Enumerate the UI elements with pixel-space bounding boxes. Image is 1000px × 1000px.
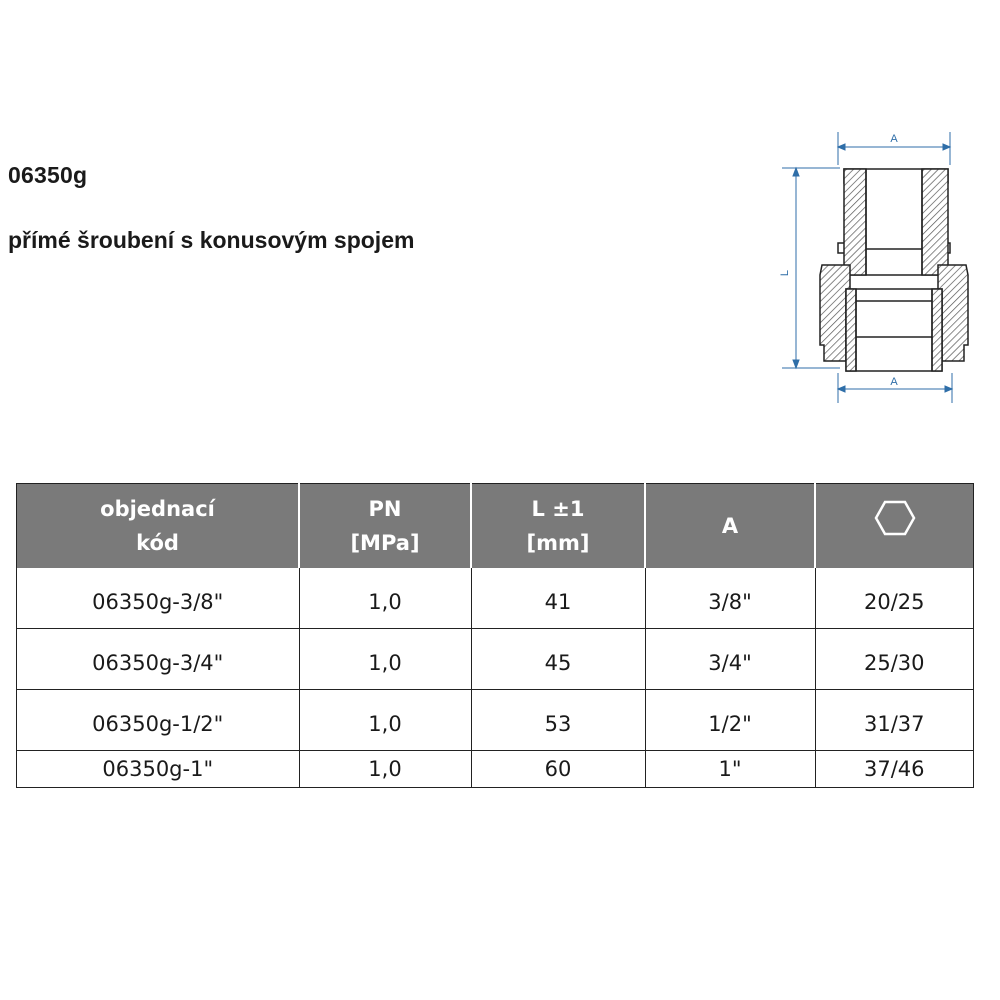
cell-pn: 1,0 [299, 690, 471, 751]
column-header-order-code: objednací kód [17, 484, 300, 569]
cell-hex: 37/46 [815, 751, 974, 788]
column-header-a: A [645, 484, 815, 569]
fitting-drawing [770, 125, 970, 415]
cell-a: 3/4" [645, 629, 815, 690]
table-row [17, 751, 974, 788]
table-row [17, 690, 974, 751]
cell-length: 45 [471, 629, 645, 690]
cell-hex: 25/30 [815, 629, 974, 690]
product-code: 06350g [8, 162, 88, 188]
cell-a: 1/2" [645, 690, 815, 751]
cell-pn: 1,0 [299, 629, 471, 690]
cell-pn: 1,0 [299, 568, 471, 629]
cell-hex: 31/37 [815, 690, 974, 751]
cell-a: 1" [645, 751, 815, 788]
cell-order-code: 06350g-1" [17, 751, 300, 788]
dim-bottom-label: A [890, 376, 898, 388]
dim-top-label: A [890, 133, 898, 145]
table-row [17, 629, 974, 690]
cell-order-code: 06350g-3/8" [17, 568, 300, 629]
column-header-pn: PN [MPa] [299, 484, 471, 569]
cell-length: 60 [471, 751, 645, 788]
table-header-row [17, 484, 974, 569]
cell-order-code: 06350g-1/2" [17, 690, 300, 751]
dim-side-label: L [779, 269, 791, 277]
cell-hex: 20/25 [815, 568, 974, 629]
cell-order-code: 06350g-3/4" [17, 629, 300, 690]
cell-pn: 1,0 [299, 751, 471, 788]
cell-length: 41 [471, 568, 645, 629]
column-header-hex [815, 484, 974, 569]
column-header-length: L ±1 [mm] [471, 484, 645, 569]
cell-length: 53 [471, 690, 645, 751]
hexagon-icon [874, 500, 916, 536]
specification-table [16, 483, 974, 788]
cell-a: 3/8" [645, 568, 815, 629]
product-description: přímé šroubení s konusovým spojem [8, 227, 415, 253]
table-row [17, 568, 974, 629]
